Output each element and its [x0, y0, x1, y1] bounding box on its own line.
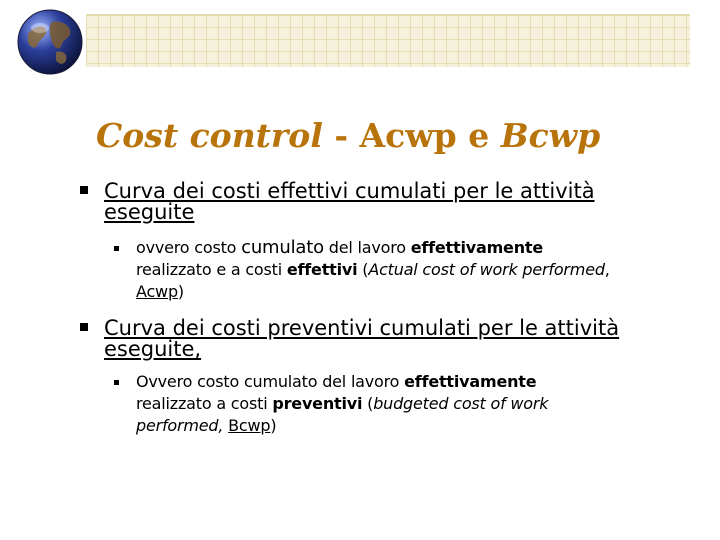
- sub1-t10: Acwp: [136, 282, 178, 301]
- sub2-t3: realizzato a costi: [136, 394, 273, 413]
- bullet-1-text: Curva dei costi effettivi cumulati per le attività eseguite: [104, 179, 595, 224]
- sub2-t8: Bcwp: [228, 416, 271, 435]
- sub1-t2: cumulato: [241, 237, 324, 258]
- square-bullet-icon: [80, 323, 88, 331]
- square-bullet-icon: [114, 246, 119, 251]
- sub1-t6: effettivi: [286, 260, 358, 279]
- sub2-t2: effettivamente: [404, 372, 537, 391]
- title-part-3: Bcwp: [500, 116, 601, 155]
- decorative-grid-band: [86, 14, 690, 67]
- square-bullet-icon: [80, 186, 88, 194]
- sub2-t5: (: [362, 394, 374, 413]
- sub2-t4: preventivi: [272, 394, 363, 413]
- sub1-t5: realizzato e a costi: [136, 260, 287, 279]
- sub1-t7: (: [357, 260, 369, 279]
- sub2-t9: ): [270, 416, 277, 435]
- bullet-1-sub-text: [136, 237, 616, 303]
- sub2-t6: budgeted cost of work performed,: [136, 394, 549, 435]
- sub1-t9: ,: [604, 260, 610, 279]
- sub1-t4: effettivamente: [410, 238, 543, 257]
- bullet-2-text: Curva dei costi preventivi cumulati per le attività eseguite,: [104, 316, 620, 361]
- title-part-2: - Acwp e: [322, 116, 501, 155]
- square-bullet-icon: [114, 380, 119, 385]
- sub1-t1: ovvero costo: [136, 238, 242, 257]
- slide-title: [96, 116, 600, 155]
- globe-icon: [16, 8, 84, 76]
- sub1-t8: Actual cost of work performed: [368, 260, 605, 279]
- sub1-t11: ): [177, 282, 184, 301]
- sub2-t1: Ovvero costo cumulato del lavoro: [136, 372, 405, 391]
- sub1-t3: del lavoro: [323, 238, 411, 257]
- title-part-1: Cost control: [96, 116, 323, 155]
- bullet-2-sub-text: [136, 371, 616, 437]
